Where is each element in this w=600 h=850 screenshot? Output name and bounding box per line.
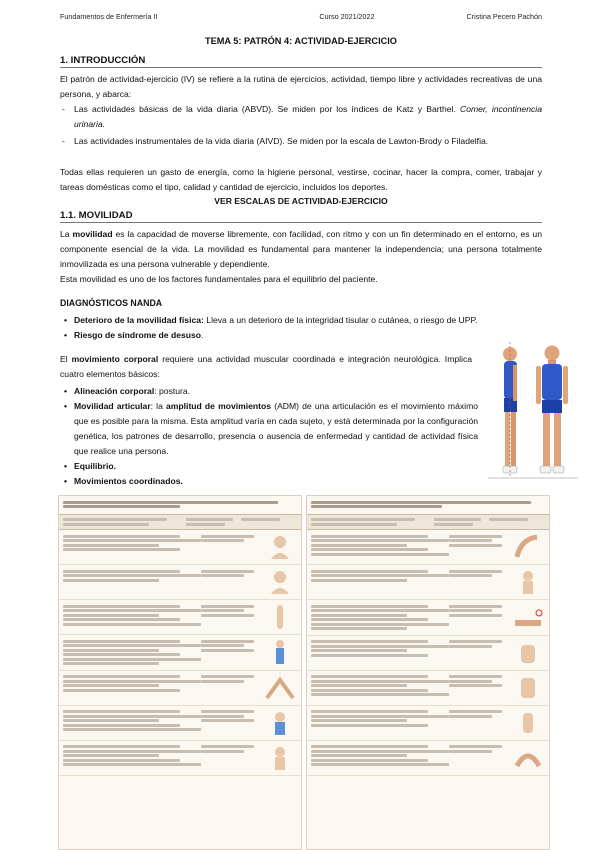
- table-row: [59, 671, 301, 706]
- element-equilibrio: [64, 459, 116, 474]
- movilidad-term: movilidad: [72, 229, 113, 239]
- energy-paragraph: Todas ellas requieren un gasto de energía, como la higiene personal, vestirse, cocinar, hacer la compra, comer, trabajar y tareas domésticas como el tipo, calidad y cantidad de ejercicio, incluidos los deportes.: [60, 167, 542, 192]
- joint-motion-drawing: [511, 533, 545, 561]
- joint-motion-drawing: [511, 639, 545, 667]
- movilidad-paragraph: [60, 227, 542, 272]
- element-alineacion: [64, 384, 472, 399]
- table-right-caption: [307, 496, 549, 512]
- course-label: Curso 2021/2022: [319, 12, 375, 21]
- table-row: [59, 635, 301, 671]
- joint-motion-drawing: [263, 674, 297, 702]
- movilidad-articular-text: (ADM) de una articulación es el movimiento máximo que es posible para la misma. Esta amplitud varía en cada sujeto, y está determinada por la configuración genética, los patrones de desarrollo, presencia o ausencia de enfermedad y cantidad de actividad física que realice una persona.: [74, 401, 479, 456]
- table-left-header: [59, 514, 301, 531]
- abvd-text: Las actividades básicas de la vida diaria (ABVD). Se miden por los índices de Katz y Barthel.: [74, 104, 456, 114]
- joint-motion-drawing: [263, 603, 297, 631]
- diagnosis-1: [64, 313, 542, 328]
- equilibrio-term: Equilibrio.: [74, 461, 117, 471]
- mc-term: movimiento corporal: [71, 354, 159, 364]
- joint-motion-drawing: [511, 709, 545, 737]
- alineacion-term: Alineación corporal: [74, 386, 155, 396]
- intro-paragraph: El patrón de actividad-ejercicio (IV) se refiere a la rutina de ejercicios, actividad, tiempo libre y actividades recreativas de una persona, y abarca:: [60, 74, 542, 99]
- joint-motion-drawing: [263, 709, 297, 737]
- table-row: [307, 706, 549, 741]
- movilidad-articular-term: Movilidad articular: [74, 401, 151, 411]
- page-title: TEMA 5: PATRÓN 4: ACTIVIDAD-EJERCICIO: [205, 36, 397, 46]
- diagnosis-2-text: .: [201, 330, 204, 340]
- table-row: [59, 706, 301, 741]
- alineacion-text: : postura.: [154, 386, 191, 396]
- joint-motion-drawing: [263, 744, 297, 772]
- joint-motion-drawing: [511, 744, 545, 772]
- table-row: [307, 600, 549, 636]
- diagnosis-1-title: Deterioro de la movilidad física:: [74, 315, 204, 325]
- movimientos-coordinados-term: Movimientos coordinados.: [74, 476, 183, 486]
- element-movimientos-coordinados: [64, 474, 183, 489]
- table-row: [59, 600, 301, 635]
- amplitud-term: amplitud de movimientos: [166, 401, 272, 411]
- table-row: [59, 565, 301, 600]
- diagnosis-2: [64, 328, 542, 343]
- joint-motion-drawing: [511, 603, 545, 631]
- table-right-header: [307, 514, 549, 531]
- element-movilidad-articular: [64, 399, 478, 459]
- movilidad-text: es la capacidad de moverse libremente, con facilidad, con ritmo y con un fin determinado en el entorno, es un componente esencial de la vida. La movilidad es fundamental para mantener la independencia; una persona totalmente inmovilizada es una persona vulnerable y dependiente.: [60, 229, 542, 269]
- table-row: [307, 671, 549, 706]
- movilidad-pre: La: [60, 229, 70, 239]
- movilidad-factor: Esta movilidad es uno de los factores fundamentales para el equilibrio del paciente.: [60, 274, 378, 284]
- joint-motion-drawing: [511, 674, 545, 702]
- table-row: [307, 565, 549, 600]
- movimiento-corporal-paragraph: [60, 352, 472, 382]
- table-row: [59, 741, 301, 776]
- table-row: [59, 530, 301, 565]
- table-row: [307, 636, 549, 671]
- abvd-examples: Comer, incontinencia urinaria.: [74, 104, 542, 129]
- author-label: Cristina Pecero Pachón: [466, 12, 542, 21]
- mc-text: requiere una actividad muscular coordinada e integración neurológica. Implica cuatro elementos básicos:: [60, 354, 473, 379]
- abvd-item: [62, 102, 542, 132]
- see-scales-note: VER ESCALAS DE ACTIVIDAD-EJERCICIO: [214, 196, 388, 206]
- range-of-motion-table-left: [58, 495, 302, 850]
- section-heading-introduccion: 1. INTRODUCCIÓN: [60, 55, 542, 68]
- mc-pre: El: [60, 354, 68, 364]
- joint-motion-drawing: [511, 568, 545, 596]
- table-row: [307, 741, 549, 776]
- table-left-caption: [59, 496, 301, 512]
- joint-motion-drawing: [263, 638, 297, 666]
- diagnosis-1-text: Lleva a un deterioro de la integridad tisular o cutánea, o riesgo de UPP.: [206, 315, 478, 325]
- subject-label: Fundamentos de Enfermería II: [60, 12, 158, 21]
- diagnosis-2-title: Riesgo de síndrome de desuso: [74, 330, 202, 340]
- joint-motion-drawing: [263, 533, 297, 561]
- section-heading-movilidad: 1.1. MOVILIDAD: [60, 210, 542, 223]
- running-header: [60, 12, 542, 21]
- nanda-heading: DIAGNÓSTICOS NANDA: [60, 298, 163, 308]
- table-row: [307, 530, 549, 565]
- range-of-motion-table-right: [306, 495, 550, 850]
- aivd-item: [62, 134, 542, 149]
- front-view-figure: [536, 346, 568, 474]
- posture-illustration: [482, 338, 582, 486]
- aivd-text: Las actividades instrumentales de la vida diaria (AIVD). Se miden por la escala de Lawton-Brody o Filadelfia.: [74, 136, 489, 146]
- side-view-figure: [503, 342, 517, 478]
- joint-motion-drawing: [263, 568, 297, 596]
- movilidad-articular-mid: : la: [150, 401, 163, 411]
